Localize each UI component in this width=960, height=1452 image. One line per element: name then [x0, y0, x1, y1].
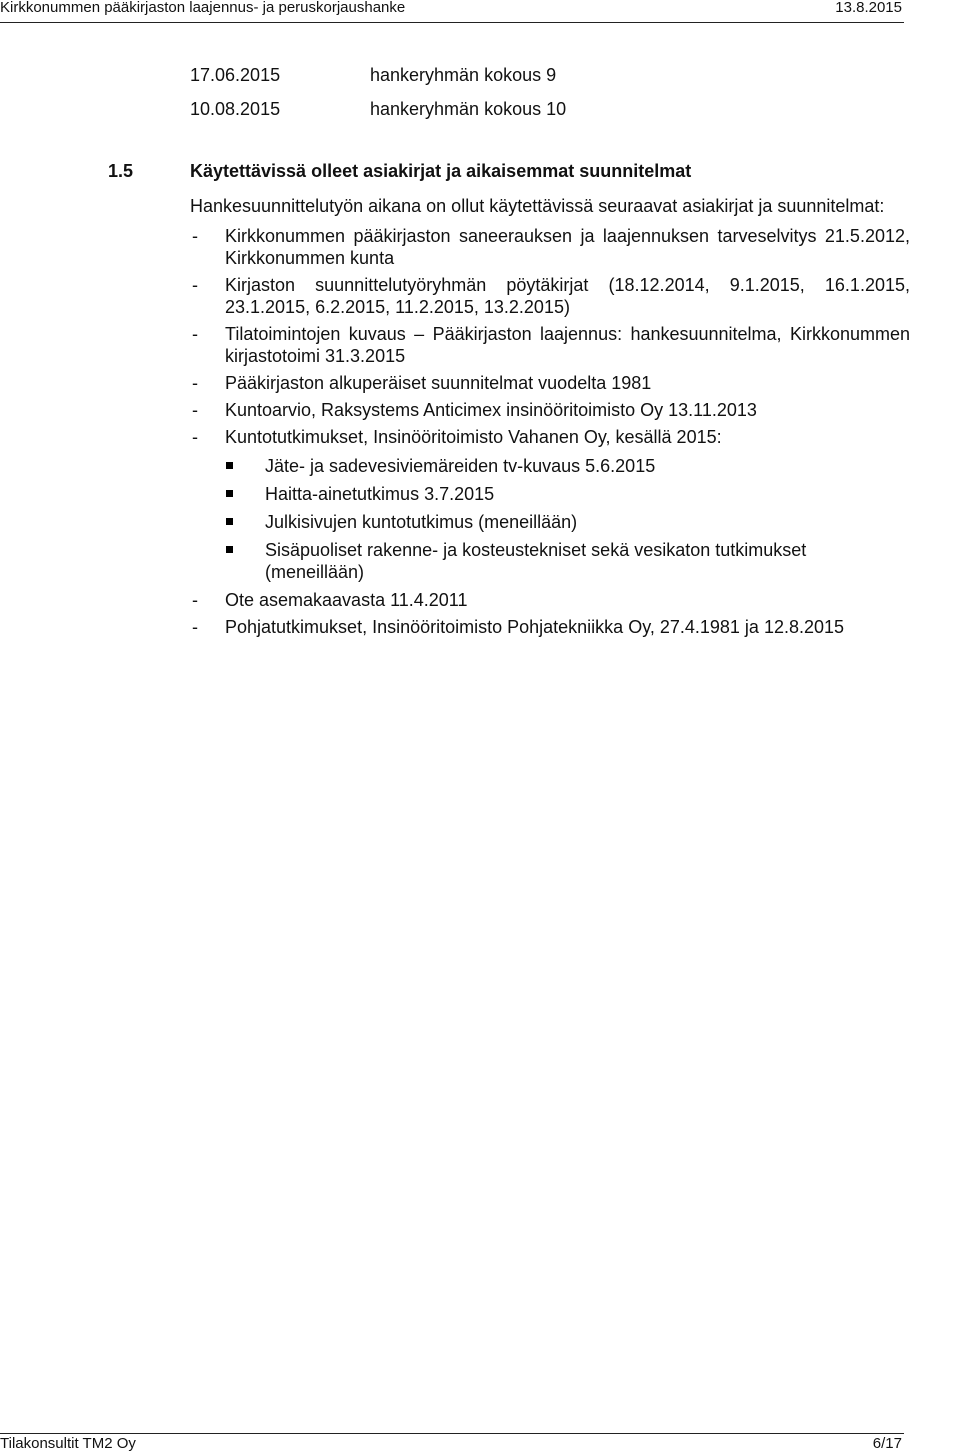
list-item: [190, 616, 910, 638]
list-item: [190, 589, 910, 611]
list-item-text: Kirjaston suunnittelutyöryhmän pöytäkirjat (18.12.2014, 9.1.2015, 16.1.2015, 23.1.2015, 6.2.2015, 11.2.2015, 13.2.2015): [225, 275, 910, 317]
square-bullet-icon: [226, 518, 233, 525]
header-date: 13.8.2015: [835, 0, 902, 16]
meeting-text: hankeryhmän kokous 9: [370, 65, 557, 85]
page-header: [0, 0, 904, 23]
section-number: 1.5: [108, 161, 134, 181]
dash-bullet: -: [192, 427, 198, 447]
meeting-date: 10.08.2015: [190, 99, 281, 119]
dash-bullet: -: [192, 590, 198, 610]
footer-company: Tilakonsultit TM2 Oy: [0, 1435, 136, 1452]
dash-bullet: -: [192, 400, 198, 420]
page-number: 6/17: [872, 1435, 902, 1452]
sub-list-item-text: Haitta-ainetutkimus 3.7.2015: [265, 484, 495, 504]
meeting-text: hankeryhmän kokous 10: [370, 99, 567, 119]
meeting-row: [190, 98, 566, 120]
dash-bullet: -: [192, 617, 198, 637]
list-item: [190, 372, 910, 394]
list-item-text: Kuntotutkimukset, Insinööritoimisto Vahanen Oy, kesällä 2015:: [225, 427, 722, 447]
sub-list-item: [225, 511, 910, 533]
sub-list-item: [225, 483, 910, 505]
dash-bullet: -: [192, 373, 198, 393]
square-bullet-icon: [226, 546, 233, 553]
section-title: Käytettävissä olleet asiakirjat ja aikaisemmat suunnitelmat: [190, 161, 692, 181]
sub-list-item: [225, 455, 910, 477]
square-bullet-icon: [226, 490, 233, 497]
document-list: [190, 225, 910, 643]
sub-list-item-text: Sisäpuoliset rakenne- ja kosteustekniset sekä vesikaton tutkimukset (meneillään): [265, 540, 807, 582]
square-bullet-icon: [226, 462, 233, 469]
list-item: [190, 426, 910, 583]
list-item-text: Pääkirjaston alkuperäiset suunnitelmat vuodelta 1981: [225, 373, 652, 393]
list-item-text: Kirkkonummen pääkirjaston saneerauksen ja laajennuksen tarveselvitys 21.5.2012, Kirkkonummen kunta: [225, 226, 910, 268]
list-item: [190, 323, 910, 367]
dash-bullet: -: [192, 324, 198, 344]
section-heading: [108, 160, 691, 182]
meeting-date: 17.06.2015: [190, 65, 281, 85]
list-item-text: Pohjatutkimukset, Insinööritoimisto Pohjatekniikka Oy, 27.4.1981 ja 12.8.2015: [225, 617, 845, 637]
list-item: [190, 225, 910, 269]
list-item-text: Ote asemakaavasta 11.4.2011: [225, 590, 468, 610]
list-item: [190, 274, 910, 318]
dash-bullet: -: [192, 275, 198, 295]
list-item-text: Kuntoarvio, Raksystems Anticimex insinööritoimisto Oy 13.11.2013: [225, 400, 757, 420]
dash-bullet: -: [192, 226, 198, 246]
page-footer: [0, 1433, 904, 1452]
list-item-text: Tilatoimintojen kuvaus – Pääkirjaston laajennus: hankesuunnitelma, Kirkkonummen kirjastotoimi 31.3.2015: [225, 324, 910, 366]
sub-list-item-text: Jäte- ja sadevesiviemäreiden tv-kuvaus 5.6.2015: [265, 456, 656, 476]
sub-list-item: [225, 539, 910, 583]
sub-list-item-text: Julkisivujen kuntotutkimus (meneillään): [265, 512, 578, 532]
section-intro: Hankesuunnittelutyön aikana on ollut käytettävissä seuraavat asiakirjat ja suunnitelmat:: [190, 196, 885, 216]
sub-list: [225, 455, 910, 583]
meeting-row: [190, 64, 556, 86]
list-item: [190, 399, 910, 421]
header-title: Kirkkonummen pääkirjaston laajennus- ja peruskorjaushanke: [0, 0, 406, 16]
